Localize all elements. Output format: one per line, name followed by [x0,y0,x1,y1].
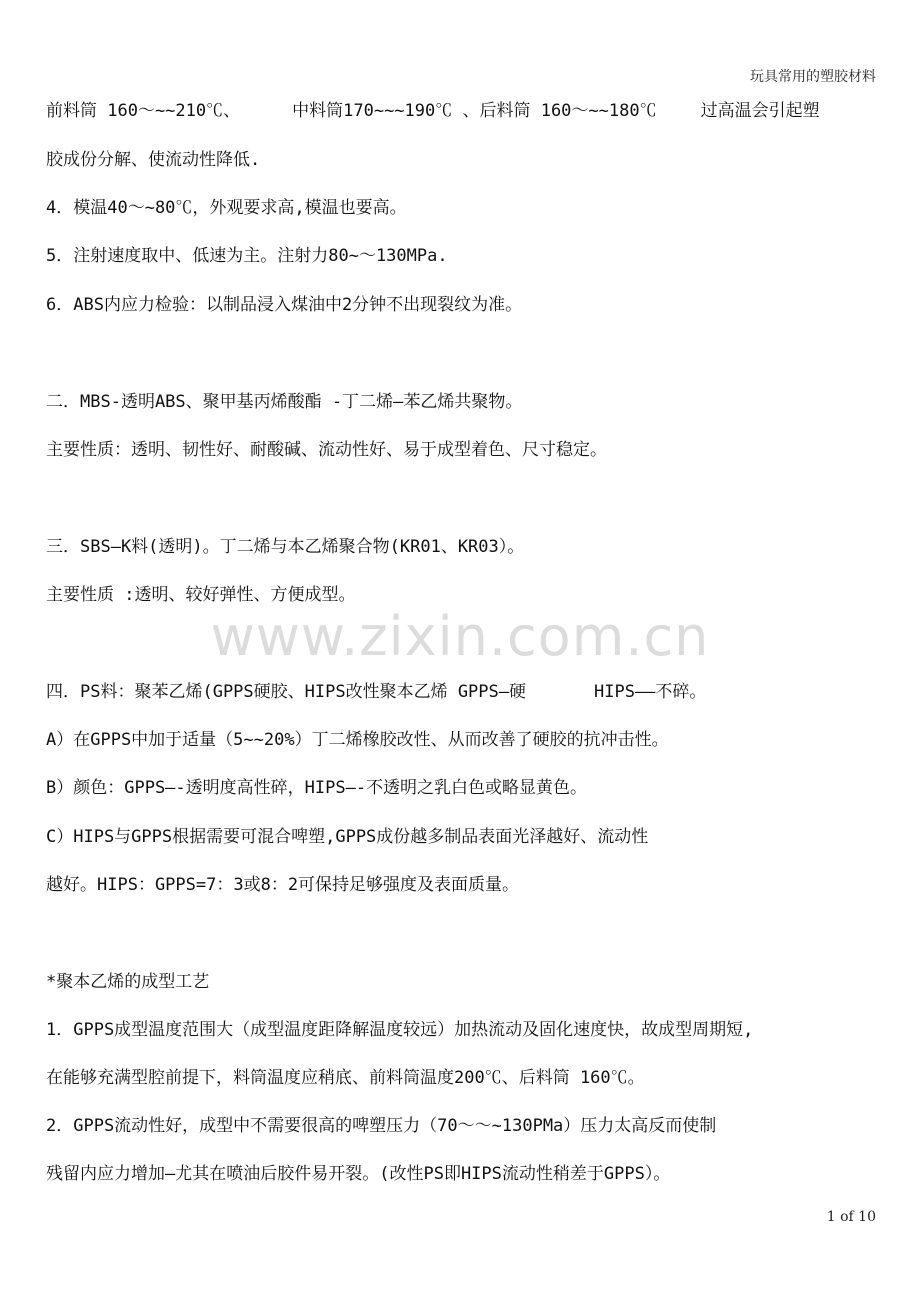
text-line: B）颜色：GPPS—-透明度高性碎，HIPS—-不透明之乳白色或略显黄色。 [46,778,588,798]
text-segment: 前料筒 160～~~210℃、 [46,101,241,121]
text-segment: HIPS——不碎。 [594,682,707,702]
text-line: 2．GPPS流动性好，成型中不需要很高的啤塑压力（70～～~130PMa）压力太高反而使制 [46,1116,717,1136]
text-line: 1．GPPS成型温度范围大（成型温度距降解温度较远）加热流动及固化速度快，故成型周期短, [46,1020,754,1040]
text-line: 主要性质：透明、韧性好、耐酸碱、流动性好、易于成型着色、尺寸稳定。 [46,440,607,460]
text-line: A）在GPPS中加于适量（5~~20%）丁二烯橡胶改性、从而改善了硬胶的抗冲击性。 [46,730,669,750]
text-line [46,100,880,122]
text-line: C）HIPS与GPPS根据需要可混合啤塑,GPPS成份越多制品表面光泽越好、流动性 [46,827,649,847]
text-line: 主要性质 :透明、较好弹性、方便成型。 [46,585,356,605]
text-line: 4．模温40～~80℃，外观要求高,模温也要高。 [46,198,407,218]
section-heading [46,681,880,703]
section-heading: 三．SBS—K料(透明)。丁二烯与本乙烯聚合物(KR01、KR03）。 [46,537,525,557]
text-segment: 四．PS料：聚苯乙烯(GPPS硬胶、HIPS改性聚本乙烯 GPPS—硬 [46,682,526,702]
text-line: 5．注射速度取中、低速为主。注射力80~～130MPa. [46,246,448,266]
text-segment: 过高温会引起塑 [700,101,820,121]
text-line: 越好。HIPS：GPPS=7：3或8：2可保持足够强度及表面质量。 [46,875,520,895]
text-line: 胶成份分解、使流动性降低. [46,150,261,170]
page-header: 玩具常用的塑胶材料 [750,69,876,85]
text-line: 残留内应力增加—尤其在喷油后胶件易开裂。(改性PS即HIPS流动性稍差于GPPS）。 [46,1164,671,1184]
text-line: 在能够充满型腔前提下，料筒温度应稍底、前料筒温度200℃、后料筒 160℃。 [46,1068,645,1088]
text-line: 6．ABS内应力检验：以制品浸入煤油中2分钟不出现裂纹为准。 [46,295,523,315]
section-heading: *聚本乙烯的成型工艺 [46,972,210,992]
page-number: 1 of 10 [826,1209,876,1225]
watermark: www.zixin.com.cn [210,605,710,668]
text-segment: 中料筒170~~~190℃ 、后料筒 160～~~180℃ [292,101,657,121]
section-heading: 二．MBS-透明ABS、聚甲基丙烯酸酯 -丁二烯—苯乙烯共聚物。 [46,392,523,412]
